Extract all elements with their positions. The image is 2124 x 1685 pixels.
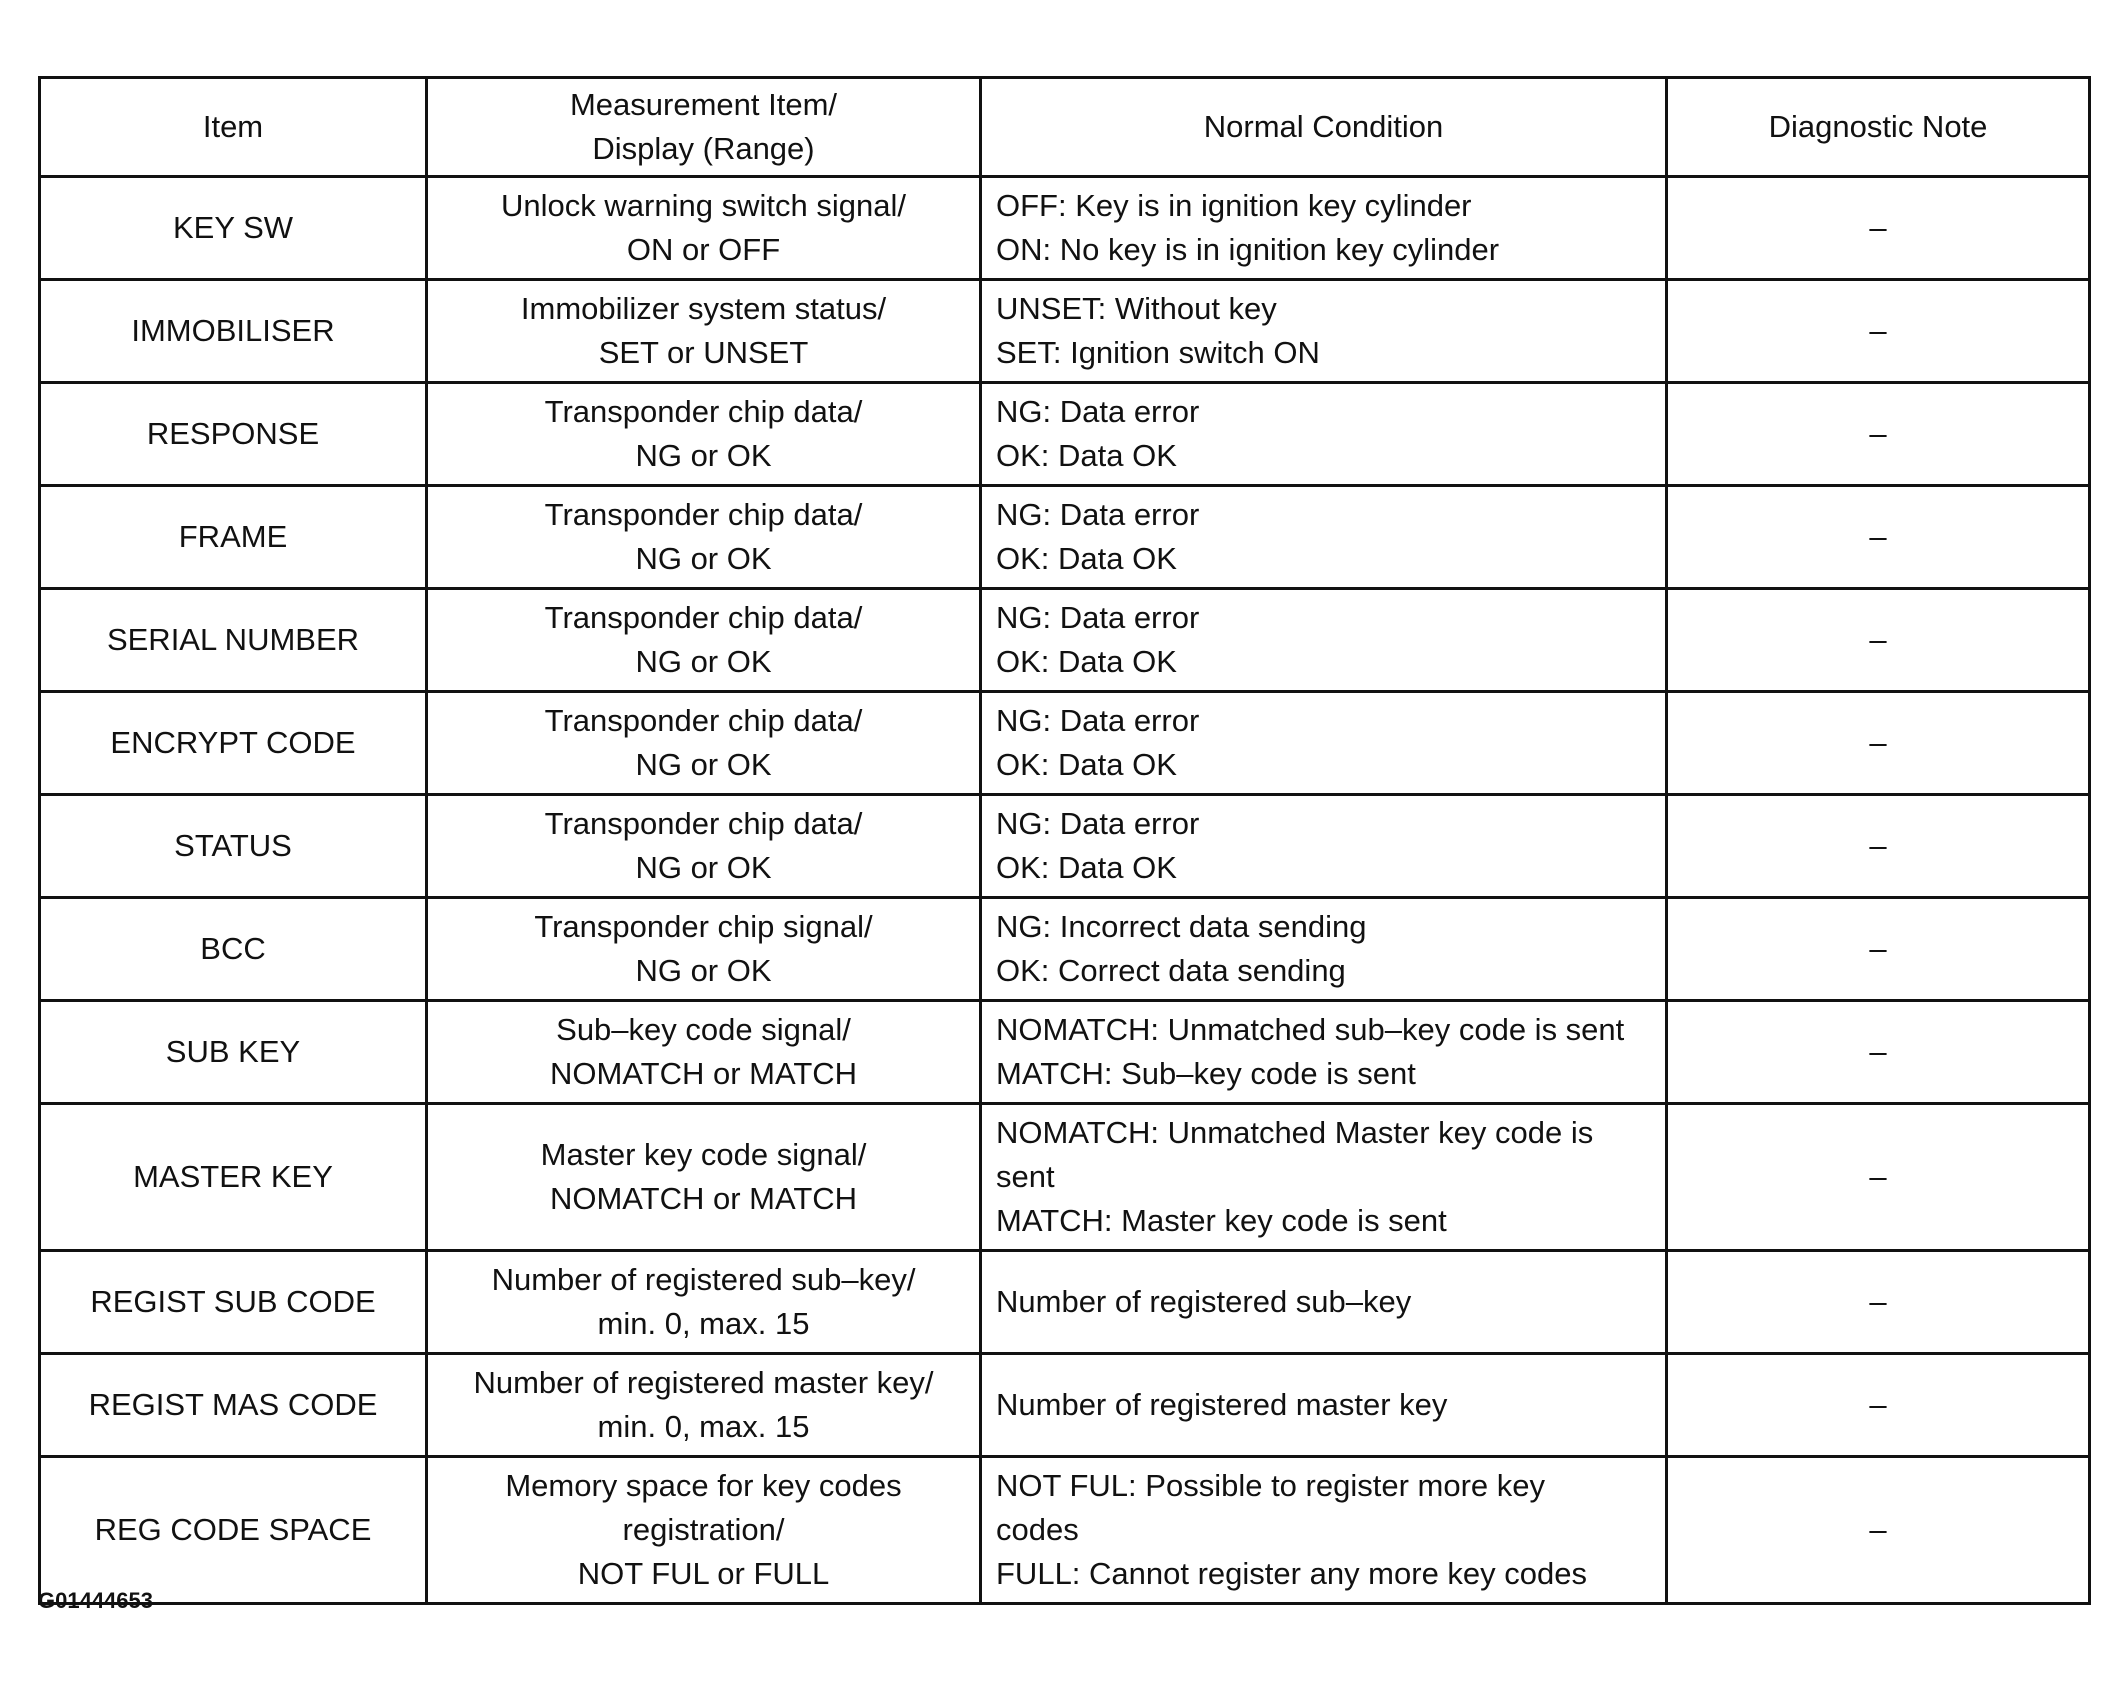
cell-item: SERIAL NUMBER (40, 589, 427, 692)
cell-diagnostic-note: – (1667, 486, 2090, 589)
cell-normal-condition (981, 1457, 1667, 1604)
cell-measurement-line: NG or OK (635, 644, 772, 679)
cell-measurement-line: Transponder chip data/ (544, 394, 863, 429)
cell-measurement-line: Transponder chip data/ (544, 600, 863, 635)
cell-measurement-line: NOT FUL or FULL (577, 1556, 830, 1591)
cell-measurement-line: NG or OK (635, 541, 772, 576)
table-row (40, 1251, 2090, 1354)
cell-diagnostic-note: – (1667, 177, 2090, 280)
table-row (40, 898, 2090, 1001)
header-measurement-line: Display (Range) (592, 131, 815, 166)
cell-diagnostic-note: – (1667, 383, 2090, 486)
cell-normal-condition (981, 383, 1667, 486)
cell-measurement (427, 280, 981, 383)
figure-id: G01444653 (38, 1588, 153, 1613)
cell-measurement-line: Transponder chip signal/ (534, 909, 873, 944)
cell-condition-line: NG: Data error (996, 703, 1200, 738)
cell-condition-line: sent (996, 1159, 1055, 1194)
cell-condition-line: NG: Data error (996, 497, 1200, 532)
table-row (40, 280, 2090, 383)
table-body (40, 177, 2090, 1604)
cell-normal-condition (981, 1001, 1667, 1104)
cell-measurement-line: Transponder chip data/ (544, 703, 863, 738)
cell-measurement-line: registration/ (622, 1512, 785, 1547)
cell-condition-line: UNSET: Without key (996, 291, 1277, 326)
cell-measurement (427, 1001, 981, 1104)
cell-measurement-line: ON or OFF (626, 232, 781, 267)
cell-item: FRAME (40, 486, 427, 589)
cell-item: RESPONSE (40, 383, 427, 486)
cell-condition-line: NG: Data error (996, 600, 1200, 635)
cell-measurement (427, 486, 981, 589)
cell-measurement-line: min. 0, max. 15 (597, 1409, 810, 1444)
cell-normal-condition (981, 795, 1667, 898)
cell-condition-line: NOT FUL: Possible to register more key (996, 1468, 1545, 1503)
cell-diagnostic-note: – (1667, 1001, 2090, 1104)
cell-normal-condition (981, 486, 1667, 589)
header-measurement (427, 78, 981, 177)
cell-measurement-line: NOMATCH or MATCH (549, 1056, 858, 1091)
cell-item: BCC (40, 898, 427, 1001)
cell-measurement-line: min. 0, max. 15 (597, 1306, 810, 1341)
cell-condition-line: OK: Data OK (996, 747, 1177, 782)
cell-diagnostic-note: – (1667, 1104, 2090, 1251)
cell-condition-line: codes (996, 1512, 1079, 1547)
table-row (40, 692, 2090, 795)
header-normal-condition: Normal Condition (981, 78, 1667, 177)
cell-condition-line: SET: Ignition switch ON (996, 335, 1320, 370)
cell-normal-condition (981, 1354, 1667, 1457)
cell-measurement-line: Sub–key code signal/ (556, 1012, 851, 1047)
cell-item: IMMOBILISER (40, 280, 427, 383)
table-row (40, 1001, 2090, 1104)
cell-condition-line: OFF: Key is in ignition key cylinder (996, 188, 1472, 223)
cell-measurement-line: Unlock warning switch signal/ (501, 188, 906, 223)
cell-diagnostic-note: – (1667, 1354, 2090, 1457)
cell-normal-condition (981, 692, 1667, 795)
cell-condition-line: OK: Data OK (996, 644, 1177, 679)
cell-condition-line: NG: Incorrect data sending (996, 909, 1367, 944)
cell-condition-line: NOMATCH: Unmatched Master key code is (996, 1115, 1594, 1150)
table-row (40, 383, 2090, 486)
diagnostic-table (38, 76, 2091, 1605)
table-header-row (40, 78, 2090, 177)
cell-measurement (427, 177, 981, 280)
cell-diagnostic-note: – (1667, 795, 2090, 898)
cell-condition-line: NOMATCH: Unmatched sub–key code is sent (996, 1012, 1625, 1047)
cell-measurement-line: SET or UNSET (598, 335, 809, 370)
table-row (40, 1354, 2090, 1457)
cell-measurement (427, 692, 981, 795)
cell-measurement (427, 1104, 981, 1251)
cell-measurement (427, 795, 981, 898)
cell-condition-line: OK: Correct data sending (996, 953, 1346, 988)
cell-diagnostic-note: – (1667, 280, 2090, 383)
cell-measurement-line: Transponder chip data/ (544, 806, 863, 841)
cell-condition-line: FULL: Cannot register any more key codes (996, 1556, 1587, 1591)
cell-normal-condition (981, 898, 1667, 1001)
table-row (40, 589, 2090, 692)
cell-measurement-line: NG or OK (635, 850, 772, 885)
cell-condition-line: OK: Data OK (996, 438, 1177, 473)
cell-measurement-line: NG or OK (635, 747, 772, 782)
cell-item: MASTER KEY (40, 1104, 427, 1251)
cell-condition-line: NG: Data error (996, 806, 1200, 841)
table-row (40, 1457, 2090, 1604)
cell-measurement-line: Immobilizer system status/ (520, 291, 887, 326)
cell-condition-line: OK: Data OK (996, 541, 1177, 576)
table-row (40, 177, 2090, 280)
cell-condition-line: OK: Data OK (996, 850, 1177, 885)
cell-normal-condition (981, 1251, 1667, 1354)
cell-measurement-line: Number of registered master key/ (473, 1365, 934, 1400)
cell-measurement-line: NG or OK (635, 953, 772, 988)
cell-measurement-line: NG or OK (635, 438, 772, 473)
cell-normal-condition (981, 177, 1667, 280)
cell-diagnostic-note: – (1667, 1457, 2090, 1604)
header-diagnostic-note: Diagnostic Note (1667, 78, 2090, 177)
cell-measurement (427, 1251, 981, 1354)
cell-condition-line: MATCH: Sub–key code is sent (996, 1056, 1416, 1091)
cell-measurement-line: Memory space for key codes (505, 1468, 902, 1503)
cell-measurement-line: Number of registered sub–key/ (491, 1262, 916, 1297)
cell-measurement-line: Transponder chip data/ (544, 497, 863, 532)
cell-normal-condition (981, 1104, 1667, 1251)
cell-item: ENCRYPT CODE (40, 692, 427, 795)
cell-normal-condition (981, 589, 1667, 692)
cell-condition-line: NG: Data error (996, 394, 1200, 429)
cell-item: REGIST SUB CODE (40, 1251, 427, 1354)
cell-measurement-line: NOMATCH or MATCH (549, 1181, 858, 1216)
cell-condition-line: Number of registered master key (996, 1387, 1448, 1422)
cell-diagnostic-note: – (1667, 692, 2090, 795)
cell-diagnostic-note: – (1667, 1251, 2090, 1354)
table-row (40, 795, 2090, 898)
cell-measurement (427, 383, 981, 486)
cell-normal-condition (981, 280, 1667, 383)
header-item: Item (40, 78, 427, 177)
cell-measurement (427, 589, 981, 692)
table-row (40, 486, 2090, 589)
cell-measurement (427, 1354, 981, 1457)
cell-measurement-line: Master key code signal/ (540, 1137, 867, 1172)
cell-condition-line: ON: No key is in ignition key cylinder (996, 232, 1500, 267)
cell-item: REG CODE SPACE (40, 1457, 427, 1604)
cell-condition-line: Number of registered sub–key (996, 1284, 1412, 1319)
diagnostic-table-container (38, 76, 2088, 1605)
table-row (40, 1104, 2090, 1251)
cell-item: STATUS (40, 795, 427, 898)
cell-diagnostic-note: – (1667, 589, 2090, 692)
cell-item: REGIST MAS CODE (40, 1354, 427, 1457)
cell-item: KEY SW (40, 177, 427, 280)
cell-diagnostic-note: – (1667, 898, 2090, 1001)
cell-measurement (427, 1457, 981, 1604)
header-measurement-line: Measurement Item/ (569, 87, 838, 122)
cell-item: SUB KEY (40, 1001, 427, 1104)
cell-condition-line: MATCH: Master key code is sent (996, 1203, 1447, 1238)
cell-measurement (427, 898, 981, 1001)
